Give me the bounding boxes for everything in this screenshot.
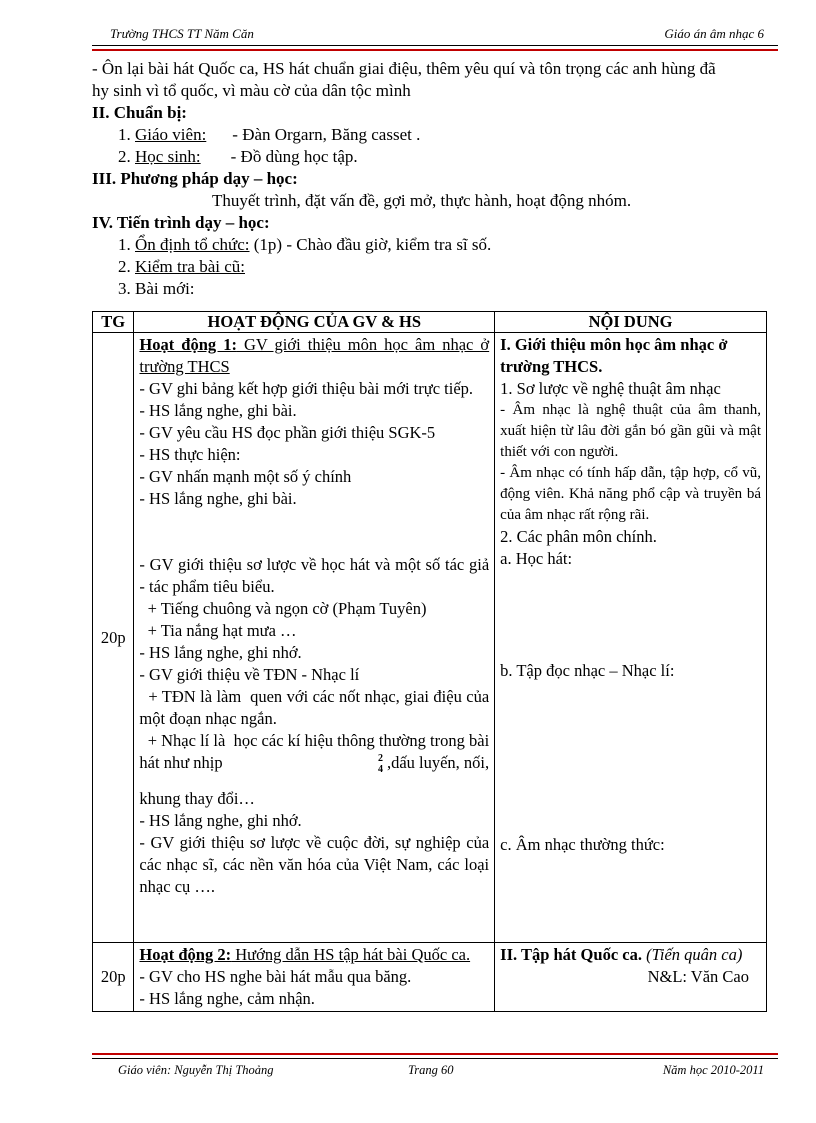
- row1-ct-b: b. Tập đọc nhạc – Nhạc lí:: [500, 661, 675, 680]
- step-1: 1. Ổn định tổ chức: (1p) - Chào đầu giờ, kiểm tra sĩ số.: [118, 235, 492, 254]
- list-item: - GV giới thiệu về TĐN - Nhạc lí: [139, 665, 360, 684]
- list-item: + TĐN là làm quen với các nốt nhạc, giai điệu của một đoạn nhạc ngắn.: [139, 687, 494, 728]
- row2-ct-note: (Tiến quân ca): [641, 945, 743, 964]
- footer-page: Trang 60: [408, 1063, 454, 1077]
- list-item: - HS lắng nghe, ghi nhớ.: [139, 643, 302, 662]
- student-label: Học sinh:: [135, 147, 201, 166]
- row2-ct-heading: [500, 944, 761, 966]
- time-signature: [378, 753, 383, 775]
- step-2-label: Kiểm tra bài cũ:: [135, 257, 245, 276]
- row1-lines-a: [139, 378, 489, 510]
- list-item: - GV cho HS nghe bài hát mẫu qua băng.: [139, 967, 412, 986]
- row1-lines-c: [139, 788, 494, 898]
- list-item: - HS lắng nghe, ghi nhớ.: [139, 811, 302, 830]
- row1-ct-sub1: 1. Sơ lược về nghệ thuật âm nhạc: [500, 379, 721, 398]
- row1-activity: [134, 333, 498, 943]
- teacher-text: - Đàn Orgarn, Băng casset .: [232, 125, 421, 144]
- row2-activity: [134, 943, 495, 1012]
- student-text: - Đồ dùng học tập.: [230, 147, 358, 166]
- row1-ct-p2: - Âm nhạc có tính hấp dẫn, tập hợp, cổ vũ, động viên. Khả năng phổ cập và truyền bá của âm nhạc rất rộng rãi.: [500, 465, 761, 523]
- row2-time: 20p: [93, 943, 134, 1012]
- header-school: Trường THCS TT Năm Căn: [110, 26, 254, 41]
- table-row: [93, 943, 767, 1012]
- row2-ct-author: N&L: Văn Cao: [647, 967, 749, 986]
- prep-student: 2. Học sinh: - Đồ dùng học tập.: [118, 147, 358, 166]
- list-item: - GV giới thiệu sơ lược về cuộc đời, sự nghiệp của các nhạc sĩ, các nền văn hóa của Việt Nam, các loại nhạc cụ ….: [139, 833, 494, 896]
- list-item: khung thay đổi…: [139, 789, 255, 808]
- section-4-title: IV. Tiến trình dạy – học:: [92, 213, 270, 232]
- row1-ct-sub2: 2. Các phân môn chính.: [500, 527, 657, 546]
- page-header: [96, 24, 776, 44]
- row1-lines-b: [139, 554, 498, 774]
- col-header-activity: HOẠT ĐỘNG CỦA GV & HS: [134, 312, 495, 333]
- row1-content: [495, 333, 767, 943]
- list-item: + Tia nắng hạt mưa …: [139, 621, 297, 640]
- footer-teacher: Giáo viên: Nguyễn Thị Thoảng: [118, 1063, 274, 1077]
- list-item: - GV nhấn mạnh một số ý chính: [139, 467, 352, 486]
- row1-act-label: Hoạt động 1:: [139, 335, 237, 354]
- time-sig-bottom: 4: [377, 764, 383, 776]
- methods-text: Thuyết trình, đặt vấn đề, gợi mở, thực hành, hoạt động nhóm.: [212, 191, 632, 210]
- row1-after-sig: ,dấu luyến, nối,: [386, 753, 490, 772]
- row1-ct-title: I. Giới thiệu môn học âm nhạc ở trường THCS.: [500, 335, 728, 376]
- list-item: - GV ghi bảng kết hợp giới thiệu bài mới trực tiếp.: [139, 379, 474, 398]
- row1-act-title: GV giới thiệu môn học âm nhạc ở trường THCS: [139, 335, 490, 376]
- table-header-row: [93, 312, 767, 333]
- step-3: 3. Bài mới:: [118, 279, 195, 298]
- section-2-title: II. Chuẩn bị:: [92, 103, 187, 122]
- footer-rule-red: [92, 1053, 778, 1055]
- page-footer: [92, 1063, 778, 1081]
- row1-time: 20p: [93, 333, 134, 943]
- list-item: - HS lắng nghe, cảm nhận.: [139, 989, 315, 1008]
- row2-activity-title: [139, 944, 489, 966]
- goal-line-2: hy sinh vì tổ quốc, vì màu cờ của dân tộc mình: [92, 81, 411, 100]
- step-2: 2. Kiểm tra bài cũ:: [118, 257, 245, 276]
- list-item: + Tiếng chuông và ngọn cờ (Phạm Tuyên): [139, 599, 427, 618]
- header-rule-black: [92, 45, 778, 46]
- lesson-table: [92, 311, 767, 1012]
- time-sig-top: 2: [377, 753, 383, 765]
- row2-content: [495, 943, 767, 1012]
- row1-ct-a: a. Học hát:: [500, 549, 573, 568]
- goal-line-1: - Ôn lại bài hát Quốc ca, HS hát chuẩn giai điệu, thêm yêu quí và tôn trọng các anh hùng đã: [92, 59, 716, 78]
- row2-lines: [139, 966, 489, 1010]
- list-item: - HS thực hiện:: [139, 445, 241, 464]
- row1-ct-c: c. Âm nhạc thường thức:: [500, 835, 665, 854]
- col-header-tg: TG: [93, 312, 134, 333]
- header-rule-red: [92, 49, 778, 51]
- header-subject: Giáo án âm nhạc 6: [664, 26, 764, 41]
- list-item: - HS lắng nghe, ghi bài.: [139, 401, 297, 420]
- footer-rule-black: [92, 1058, 778, 1059]
- row1-activity-title: [139, 334, 489, 378]
- list-item: - HS lắng nghe, ghi bài.: [139, 489, 297, 508]
- list-item: - GV yêu cầu HS đọc phần giới thiệu SGK-5: [139, 423, 436, 442]
- row2-act-label: Hoạt động 2:: [139, 945, 232, 964]
- row2-act-title: Hướng dẫn HS tập hát bài Quốc ca.: [231, 945, 471, 964]
- row1-ct-p1: - Âm nhạc là nghệ thuật của âm thanh, xuất hiện từ lâu đời gắn bó gần gũi và mật thiết với con người.: [500, 402, 761, 460]
- footer-year: Năm học 2010-2011: [662, 1063, 764, 1077]
- section-3-title: III. Phương pháp dạy – học:: [92, 169, 298, 188]
- teacher-label: Giáo viên:: [135, 125, 207, 144]
- step-1-text: (1p) - Chào đầu giờ, kiểm tra sĩ số.: [253, 235, 492, 254]
- row2-ct-title: II. Tập hát Quốc ca.: [500, 945, 642, 964]
- step-1-label: Ổn định tổ chức:: [135, 235, 250, 254]
- step-3-text: Bài mới:: [135, 279, 195, 298]
- table-row: [93, 333, 767, 943]
- lesson-intro: [92, 58, 778, 300]
- prep-teacher: 1. Giáo viên: - Đàn Orgarn, Băng casset .: [118, 125, 421, 144]
- list-item: - GV giới thiệu sơ lược về học hát và một số tác giả - tác phẩm tiêu biểu.: [139, 555, 498, 596]
- list-item: + Nhạc lí là học các kí hiệu thông thường trong bài hát như nhịp: [139, 731, 494, 772]
- col-header-content: NỘI DUNG: [495, 312, 767, 333]
